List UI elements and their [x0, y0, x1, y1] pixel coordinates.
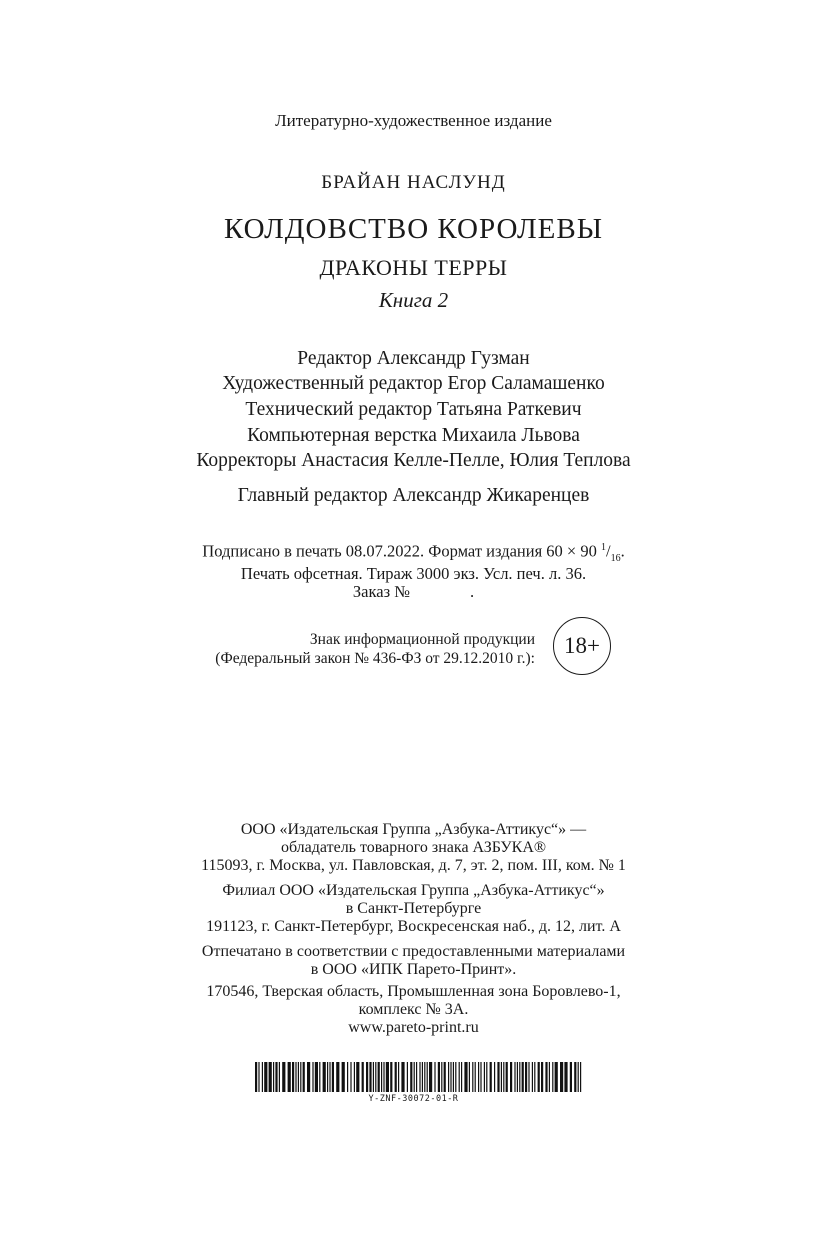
barcode-bar-29	[362, 1062, 364, 1092]
barcode-bar-73	[503, 1062, 504, 1092]
barcode-bar-19	[323, 1062, 326, 1092]
barcode-bar-43	[410, 1062, 412, 1092]
barcode-bar-66	[480, 1062, 481, 1092]
print-run-line: Печать офсетная. Тираж 3000 экз. Усл. печ. л. 36.	[240, 564, 587, 583]
printer-line-3: 170546, Тверская область, Промышленная зона Боровлево-1,	[206, 983, 621, 1000]
barcode-bar-94	[578, 1062, 579, 1092]
barcode-bar-13	[300, 1062, 301, 1092]
publisher-line-3: 115093, г. Москва, ул. Павловская, д. 7, эт. 2, пом. III, ком. № 1	[201, 857, 626, 874]
barcode-bar-81	[528, 1062, 529, 1092]
barcode-bar-33	[375, 1062, 376, 1092]
barcode-bar-10	[292, 1062, 294, 1092]
barcode-bar-62	[469, 1062, 470, 1092]
barcode-bar-25	[347, 1062, 348, 1092]
barcode-bar-75	[510, 1062, 512, 1092]
format-separator: /	[605, 541, 611, 561]
barcode-bar-70	[494, 1062, 495, 1092]
barcode-bar-4	[269, 1062, 272, 1092]
order-label: Заказ №	[352, 582, 410, 601]
barcode-bar-72	[501, 1062, 502, 1092]
barcode-bar-39	[395, 1062, 397, 1092]
publisher-line-4: Филиал ООО «Издательская Группа „Азбука-Аттикус“»	[222, 882, 605, 899]
printer-line-2: в ООО «ИПК Парето-Принт».	[310, 961, 517, 978]
barcode-bar-9	[288, 1062, 291, 1092]
barcode-bar-15	[307, 1062, 310, 1092]
barcode-bar-83	[534, 1062, 535, 1092]
barcode-bar-82	[532, 1062, 533, 1092]
barcode-bar-40	[398, 1062, 399, 1092]
barcode-bar-36	[383, 1062, 384, 1092]
publisher-line-6: 191123, г. Санкт-Петербург, Воскресенская наб., д. 12, лит. А	[206, 918, 621, 935]
age-label-line2: (Федеральный закон № 436-ФЗ от 29.12.2010 г.):	[215, 650, 535, 667]
barcode-bar-22	[332, 1062, 334, 1092]
barcode-bar-45	[416, 1062, 417, 1092]
barcode-bar-18	[319, 1062, 320, 1092]
format-denominator: 16	[610, 552, 621, 564]
author-name: БРАЙАН НАСЛУНД	[321, 172, 506, 193]
age-rating-text: 18+	[564, 633, 600, 658]
barcode-bar-63	[472, 1062, 473, 1092]
barcode-bar-60	[461, 1062, 462, 1092]
barcode-bar-38	[390, 1062, 392, 1092]
barcode-bar-53	[441, 1062, 442, 1092]
barcode-bar-1	[258, 1062, 259, 1092]
barcode-bar-77	[517, 1062, 518, 1092]
barcode-bar-51	[434, 1062, 435, 1092]
barcode-bar-93	[574, 1062, 576, 1092]
publisher-line-1: ООО «Издательская Группа „Азбука-Аттикус“» —	[240, 821, 587, 838]
barcode-bar-28	[356, 1062, 359, 1092]
credit-art-editor: Художественный редактор Егор Саламашенко	[222, 373, 605, 394]
barcode-bar-37	[386, 1062, 389, 1092]
barcode-bar-11	[295, 1062, 296, 1092]
barcode-bar-95	[580, 1062, 581, 1092]
barcode-bar-3	[264, 1062, 267, 1092]
barcode-bar-56	[450, 1062, 451, 1092]
barcode-bar-74	[506, 1062, 508, 1092]
barcode-bar-31	[369, 1062, 371, 1092]
barcode-bar-17	[315, 1062, 318, 1092]
barcode-bar-34	[378, 1062, 380, 1092]
credit-proofreaders: Корректоры Анастасия Келле-Пелле, Юлия Теплова	[196, 450, 631, 471]
format-end: .	[620, 541, 625, 561]
barcode-bar-57	[453, 1062, 454, 1092]
print-signed-line	[0, 543, 827, 564]
barcode-bar-88	[552, 1062, 553, 1092]
order-line	[0, 584, 827, 601]
barcode-bar-78	[519, 1062, 520, 1092]
barcode-bar-65	[478, 1062, 479, 1092]
barcode-bar-23	[336, 1062, 339, 1092]
age-label-line1: Знак информационной продукции	[309, 631, 535, 648]
barcode-bar-49	[427, 1062, 428, 1092]
edition-type: Литературно-художественное издание	[275, 111, 552, 130]
credit-tech-editor: Технический редактор Татьяна Раткевич	[245, 399, 582, 420]
barcode-bar-41	[401, 1062, 404, 1092]
series-title: ДРАКОНЫ ТЕРРЫ	[319, 255, 508, 280]
barcode-bar-0	[255, 1062, 257, 1092]
chief-editor: Главный редактор Александр Жикаренцев	[237, 485, 590, 506]
publisher-line-5: в Санкт-Петербурге	[345, 900, 482, 917]
barcode-bar-8	[282, 1062, 285, 1092]
barcode-bar-5	[273, 1062, 274, 1092]
barcode-bar-47	[422, 1062, 423, 1092]
order-end: .	[469, 582, 475, 601]
barcode-bar-55	[448, 1062, 449, 1092]
barcode-bar-32	[373, 1062, 374, 1092]
barcode-bar-42	[407, 1062, 408, 1092]
book-title: КОЛДОВСТВО КОРОЛЕВЫ	[223, 213, 603, 245]
barcode-bar-50	[429, 1062, 432, 1092]
barcode-bar-76	[514, 1062, 515, 1092]
barcode-bar-67	[484, 1062, 485, 1092]
printer-line-4: комплекс № 3А.	[358, 1001, 469, 1018]
print-signed-text: Подписано в печать 08.07.2022. Формат издания 60 × 90	[202, 541, 597, 561]
barcode-bar-27	[354, 1062, 355, 1092]
barcode-bar-79	[522, 1062, 524, 1092]
barcode-bar-6	[275, 1062, 277, 1092]
barcode-bar-12	[298, 1062, 299, 1092]
barcode-bar-90	[560, 1062, 563, 1092]
barcode-bar-59	[459, 1062, 460, 1092]
age-rating-badge	[553, 617, 611, 675]
barcode-bar-61	[464, 1062, 467, 1092]
barcode-bar-86	[545, 1062, 547, 1092]
barcode-bar-24	[342, 1062, 345, 1092]
barcode-bar-48	[424, 1062, 425, 1092]
barcode-bar-35	[381, 1062, 382, 1092]
barcode-bar-44	[414, 1062, 415, 1092]
barcode-code: Y-ZNF-30072-01-R	[368, 1094, 459, 1104]
barcode-bar-58	[455, 1062, 456, 1092]
barcode-bar-14	[303, 1062, 305, 1092]
credit-editor: Редактор Александр Гузман	[297, 348, 530, 369]
barcode-bar-91	[564, 1062, 567, 1092]
barcode-bar-52	[438, 1062, 440, 1092]
barcode-bar-2	[262, 1062, 263, 1092]
barcode-bar-16	[312, 1062, 313, 1092]
barcode-bar-21	[329, 1062, 330, 1092]
barcode-bar-69	[490, 1062, 492, 1092]
barcode-bar-7	[279, 1062, 280, 1092]
barcode-bar-26	[350, 1062, 351, 1092]
barcode-bar-87	[549, 1062, 550, 1092]
printer-website: www.pareto-print.ru	[348, 1019, 479, 1036]
barcode-bar-92	[570, 1062, 572, 1092]
barcode-bar-46	[419, 1062, 420, 1092]
barcode-bar-64	[475, 1062, 476, 1092]
barcode-bar-80	[525, 1062, 527, 1092]
publisher-line-2: обладатель товарного знака АЗБУКА®	[280, 839, 547, 856]
barcode-bar-30	[366, 1062, 368, 1092]
credit-layout: Компьютерная верстка Михаила Львова	[247, 425, 580, 446]
barcode-bar-54	[444, 1062, 446, 1092]
printer-line-1: Отпечатано в соответствии с предоставленными материалами	[201, 943, 626, 960]
book-number: Книга 2	[378, 288, 449, 312]
barcode-bar-85	[541, 1062, 543, 1092]
barcode-bar-68	[486, 1062, 487, 1092]
barcode-bar-89	[555, 1062, 558, 1092]
barcode-bar-71	[497, 1062, 499, 1092]
barcode-bar-20	[327, 1062, 328, 1092]
barcode	[255, 1062, 585, 1092]
format-numerator: 1	[600, 542, 606, 553]
barcode-bar-84	[538, 1062, 540, 1092]
